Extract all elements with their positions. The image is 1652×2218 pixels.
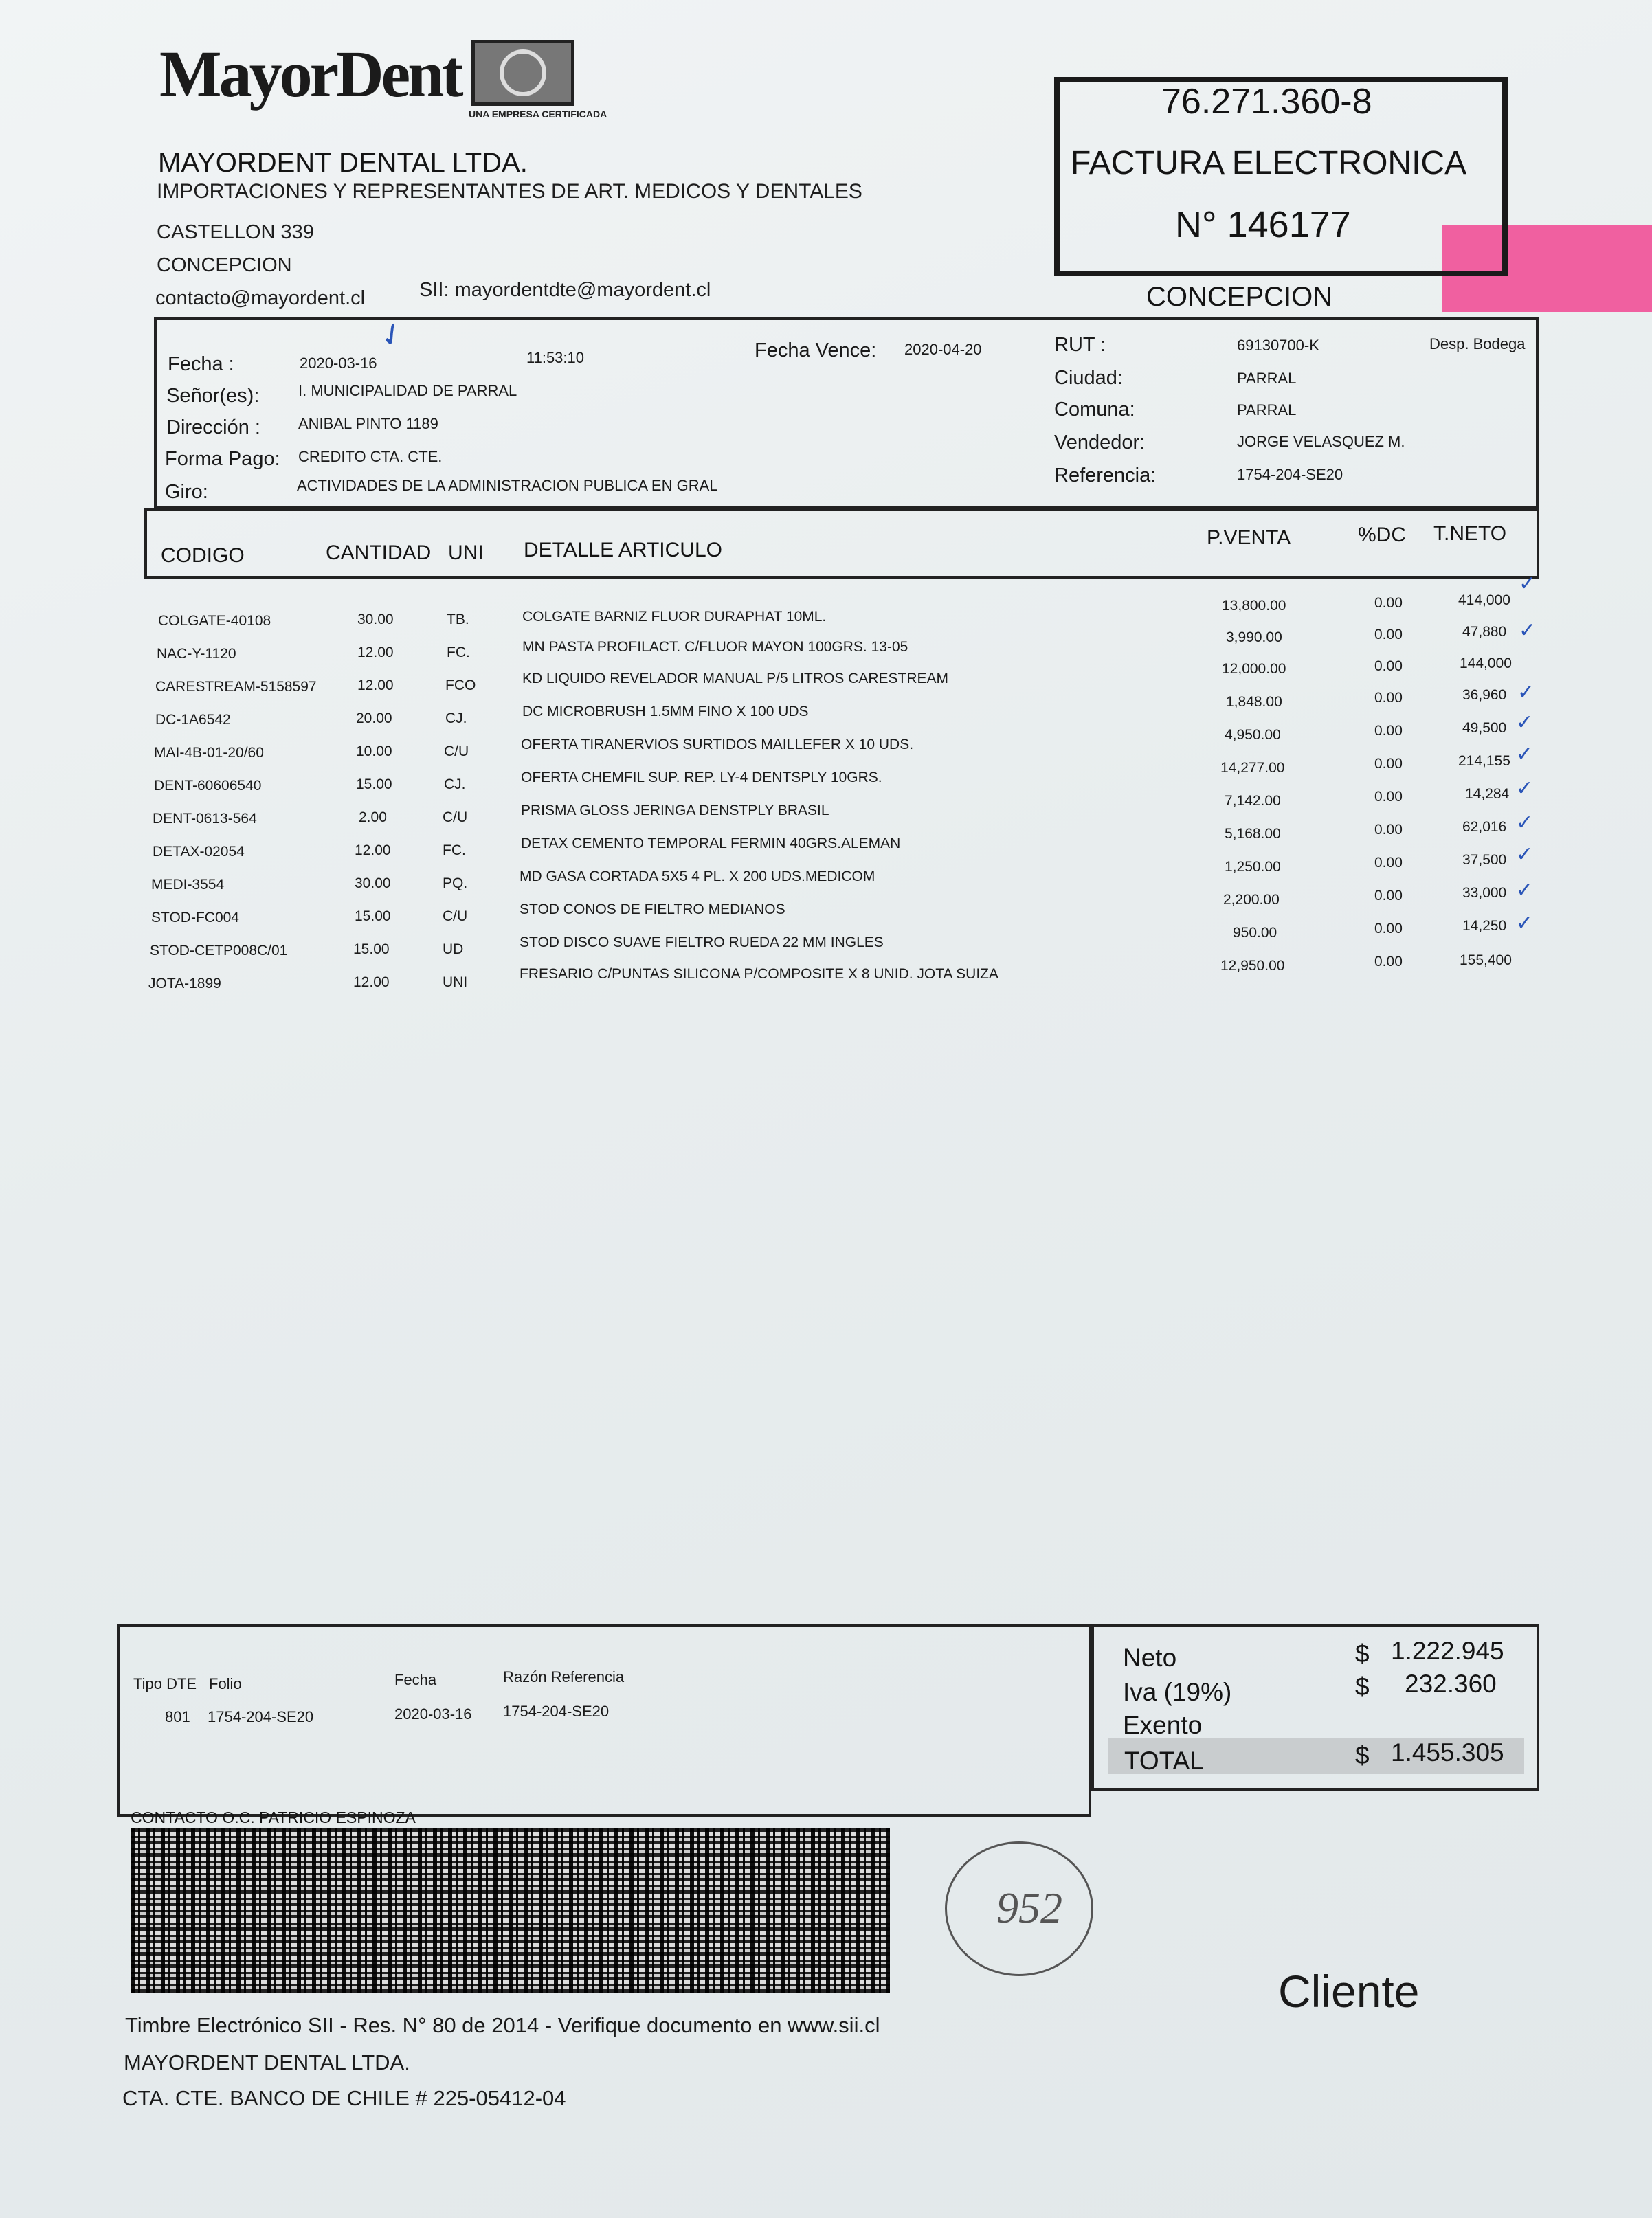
- item-codigo: COLGATE-40108: [158, 613, 271, 629]
- comuna-value: PARRAL: [1237, 401, 1297, 418]
- item-uni: UD: [443, 941, 464, 957]
- certification-seal-icon: [471, 40, 574, 106]
- item-detalle: PRISMA GLOSS JERINGA DENSTPLY BRASIL: [521, 803, 829, 818]
- item-dc: 0.00: [1374, 822, 1403, 838]
- item-detalle: MN PASTA PROFILACT. C/FLUOR MAYON 100GRS. 13-05: [522, 639, 908, 655]
- item-detalle: KD LIQUIDO REVELADOR MANUAL P/5 LITROS CARESTREAM: [522, 671, 949, 686]
- item-dc: 0.00: [1374, 888, 1403, 904]
- total-currency: $: [1355, 1741, 1370, 1769]
- item-codigo: NAC-Y-1120: [157, 646, 236, 662]
- item-codigo: DENT-0613-564: [153, 811, 257, 827]
- total-value: 1.455.305: [1391, 1738, 1504, 1767]
- ref-fecha-label: Fecha: [394, 1671, 437, 1688]
- col-pventa: P.VENTA: [1207, 526, 1291, 549]
- item-codigo: DENT-60606540: [154, 778, 262, 794]
- referencia-value: 1754-204-SE20: [1237, 466, 1343, 483]
- col-uni: UNI: [448, 541, 484, 564]
- item-cantidad: 12.00: [357, 645, 394, 660]
- giro-label: Giro:: [165, 481, 208, 503]
- col-detalle: DETALLE ARTICULO: [524, 539, 722, 561]
- vence-value: 2020-04-20: [904, 341, 982, 358]
- item-uni: C/U: [443, 908, 468, 924]
- item-cantidad: 30.00: [355, 875, 391, 891]
- comuna-label: Comuna:: [1054, 399, 1135, 421]
- item-cantidad: 15.00: [355, 908, 391, 924]
- total-label: TOTAL: [1124, 1747, 1204, 1775]
- neto-label: Neto: [1123, 1644, 1177, 1672]
- item-tneto: 214,155: [1458, 753, 1510, 769]
- item-detalle: STOD CONOS DE FIELTRO MEDIANOS: [520, 901, 785, 917]
- item-cantidad: 12.00: [353, 974, 390, 990]
- item-dc: 0.00: [1374, 658, 1403, 674]
- item-codigo: STOD-FC004: [151, 910, 239, 926]
- ref-tipo-dte-label: Tipo DTE: [133, 1675, 197, 1692]
- vence-label: Fecha Vence:: [755, 339, 877, 361]
- item-codigo: DETAX-02054: [153, 844, 245, 860]
- item-tneto: 47,880: [1462, 624, 1507, 640]
- item-detalle: COLGATE BARNIZ FLUOR DURAPHAT 10ML.: [522, 609, 827, 625]
- item-cantidad: 30.00: [357, 612, 394, 627]
- item-detalle: DETAX CEMENTO TEMPORAL FERMIN 40GRS.ALEMAN: [521, 836, 901, 851]
- item-codigo: MEDI-3554: [151, 877, 225, 893]
- check-mark-icon: ✓: [1516, 711, 1534, 734]
- check-mark-icon: ✓: [1519, 572, 1537, 595]
- item-pventa: 14,277.00: [1220, 760, 1285, 776]
- direccion-label: Dirección :: [166, 416, 260, 438]
- item-tneto: 14,250: [1462, 918, 1507, 934]
- iva-label: Iva (19%): [1123, 1678, 1232, 1706]
- client-rut-value: 69130700-K: [1237, 337, 1319, 354]
- company-city: CONCEPCION: [157, 254, 292, 276]
- item-pventa: 13,800.00: [1222, 598, 1286, 614]
- item-uni: CJ.: [445, 710, 467, 726]
- item-tneto: 414,000: [1458, 592, 1510, 608]
- item-cantidad: 12.00: [355, 842, 391, 858]
- senor-value: I. MUNICIPALIDAD DE PARRAL: [298, 382, 517, 399]
- neto-value: 1.222.945: [1391, 1637, 1504, 1665]
- contacto-oc: CONTACTO O.C. PATRICIO ESPINOZA: [131, 1808, 416, 1826]
- item-dc: 0.00: [1374, 690, 1403, 706]
- item-tneto: 62,016: [1462, 819, 1507, 835]
- item-pventa: 950.00: [1233, 925, 1277, 941]
- col-cantidad: CANTIDAD: [326, 541, 432, 564]
- item-dc: 0.00: [1374, 627, 1403, 642]
- check-mark-icon: ✓: [1517, 681, 1535, 704]
- item-dc: 0.00: [1374, 855, 1403, 871]
- footer-company: MAYORDENT DENTAL LTDA.: [124, 2050, 410, 2074]
- check-mark-icon: ✓: [1516, 777, 1534, 800]
- col-dc: %DC: [1358, 524, 1407, 546]
- document-type: FACTURA ELECTRONICA: [1071, 145, 1467, 181]
- check-mark-icon: ✓: [1519, 619, 1537, 642]
- issuer-rut: 76.271.360-8: [1161, 82, 1372, 122]
- pdf417-barcode: [131, 1828, 890, 1993]
- col-codigo: CODIGO: [161, 544, 245, 567]
- item-pventa: 3,990.00: [1226, 629, 1282, 645]
- item-dc: 0.00: [1374, 789, 1403, 805]
- item-dc: 0.00: [1374, 756, 1403, 772]
- item-pventa: 12,950.00: [1220, 958, 1285, 974]
- item-detalle: OFERTA CHEMFIL SUP. REP. LY-4 DENTSPLY 10GRS.: [521, 770, 882, 785]
- iva-currency: $: [1355, 1672, 1370, 1701]
- item-cantidad: 10.00: [356, 743, 392, 759]
- item-cantidad: 20.00: [356, 710, 392, 726]
- item-dc: 0.00: [1374, 921, 1403, 937]
- item-uni: C/U: [444, 743, 469, 759]
- check-mark-icon: ✓: [1516, 743, 1534, 765]
- ref-folio-label: Folio: [209, 1675, 242, 1692]
- item-uni: FC.: [447, 645, 470, 660]
- item-tneto: 155,400: [1460, 952, 1512, 968]
- item-pventa: 5,168.00: [1225, 826, 1281, 842]
- item-tneto: 33,000: [1462, 885, 1507, 901]
- iva-value: 232.360: [1405, 1670, 1497, 1698]
- item-detalle: STOD DISCO SUAVE FIELTRO RUEDA 22 MM INGLES: [520, 934, 884, 950]
- col-tneto: T.NETO: [1433, 522, 1507, 545]
- direccion-value: ANIBAL PINTO 1189: [298, 415, 438, 432]
- item-codigo: DC-1A6542: [155, 712, 231, 728]
- item-pventa: 1,250.00: [1225, 859, 1281, 875]
- handwritten-number: 952: [996, 1883, 1062, 1932]
- invoice-city: CONCEPCION: [1146, 282, 1333, 312]
- item-cantidad: 15.00: [353, 941, 390, 957]
- exento-label: Exento: [1123, 1711, 1203, 1739]
- item-cantidad: 2.00: [359, 809, 387, 825]
- ref-fecha: 2020-03-16: [394, 1705, 472, 1723]
- item-detalle: FRESARIO C/PUNTAS SILICONA P/COMPOSITE X 8 UNID. JOTA SUIZA: [520, 966, 999, 982]
- item-tneto: 37,500: [1462, 852, 1507, 868]
- copy-label: Cliente: [1278, 1966, 1420, 2017]
- company-email: contacto@mayordent.cl: [155, 287, 366, 309]
- fecha-label: Fecha :: [168, 353, 234, 375]
- item-codigo: MAI-4B-01-20/60: [154, 745, 264, 761]
- check-mark-icon: ✓: [1516, 912, 1534, 934]
- ref-razon-label: Razón Referencia: [503, 1668, 625, 1685]
- item-codigo: STOD-CETP008C/01: [150, 943, 288, 959]
- ref-razon: 1754-204-SE20: [503, 1703, 610, 1720]
- item-dc: 0.00: [1374, 595, 1403, 611]
- item-uni: FCO: [445, 677, 476, 693]
- fecha-value: 2020-03-16: [300, 355, 377, 372]
- vendedor-label: Vendedor:: [1054, 432, 1146, 453]
- item-uni: PQ.: [443, 875, 468, 891]
- item-tneto: 144,000: [1460, 656, 1512, 671]
- check-mark-icon: ✓: [1516, 843, 1534, 866]
- check-mark-icon: ✓: [1516, 811, 1534, 834]
- item-uni: TB.: [447, 612, 469, 627]
- check-mark-icon: ✓: [1516, 879, 1534, 901]
- senor-label: Señor(es):: [166, 385, 260, 407]
- item-pventa: 7,142.00: [1225, 793, 1281, 809]
- invoice-folio: N° 146177: [1175, 204, 1351, 245]
- forma-pago-value: CREDITO CTA. CTE.: [298, 448, 443, 465]
- company-activity: IMPORTACIONES Y REPRESENTANTES DE ART. MEDICOS Y DENTALES: [157, 180, 862, 203]
- item-tneto: 49,500: [1462, 720, 1507, 736]
- company-logo: MayorDent: [159, 37, 461, 111]
- item-pventa: 4,950.00: [1225, 727, 1281, 743]
- ciudad-label: Ciudad:: [1054, 367, 1123, 389]
- item-tneto: 14,284: [1465, 786, 1510, 802]
- forma-pago-label: Forma Pago:: [165, 448, 280, 470]
- item-uni: UNI: [443, 974, 468, 990]
- item-pventa: 2,200.00: [1223, 892, 1280, 908]
- item-cantidad: 12.00: [357, 677, 394, 693]
- item-detalle: MD GASA CORTADA 5X5 4 PL. X 200 UDS.MEDICOM: [520, 869, 875, 884]
- client-rut-label: RUT :: [1054, 334, 1106, 356]
- item-uni: CJ.: [444, 776, 466, 792]
- item-pventa: 12,000.00: [1222, 661, 1286, 677]
- ref-folio: 1754-204-SE20: [208, 1708, 314, 1725]
- item-uni: FC.: [443, 842, 466, 858]
- hora-value: 11:53:10: [526, 349, 585, 366]
- item-tneto: 36,960: [1462, 687, 1507, 703]
- item-pventa: 1,848.00: [1226, 694, 1282, 710]
- footer-timbre: Timbre Electrónico SII - Res. N° 80 de 2014 - Verifique documento en www.sii.cl: [125, 2013, 880, 2037]
- company-name: MAYORDENT DENTAL LTDA.: [158, 148, 528, 178]
- company-address: CASTELLON 339: [157, 221, 314, 243]
- item-cantidad: 15.00: [356, 776, 392, 792]
- item-codigo: JOTA-1899: [148, 976, 221, 992]
- giro-value: ACTIVIDADES DE LA ADMINISTRACION PUBLICA EN GRAL: [297, 477, 718, 494]
- cert-text: UNA EMPRESA CERTIFICADA: [469, 109, 607, 120]
- check-mark-icon: ✓: [372, 314, 412, 356]
- ciudad-value: PARRAL: [1237, 370, 1297, 387]
- sii-email: SII: mayordentdte@mayordent.cl: [419, 279, 711, 301]
- item-codigo: CARESTREAM-5158597: [155, 679, 317, 695]
- vendedor-value: JORGE VELASQUEZ M.: [1237, 433, 1405, 450]
- footer-bank: CTA. CTE. BANCO DE CHILE # 225-05412-04: [122, 2086, 566, 2110]
- neto-currency: $: [1355, 1639, 1370, 1668]
- referencia-label: Referencia:: [1054, 464, 1157, 486]
- item-uni: C/U: [443, 809, 468, 825]
- desp-label: Desp. Bodega: [1429, 335, 1526, 352]
- item-dc: 0.00: [1374, 954, 1403, 970]
- item-dc: 0.00: [1374, 723, 1403, 739]
- item-detalle: OFERTA TIRANERVIOS SURTIDOS MAILLEFER X 10 UDS.: [521, 737, 914, 752]
- item-detalle: DC MICROBRUSH 1.5MM FINO X 100 UDS: [522, 704, 809, 719]
- ref-tipo-dte: 801: [165, 1708, 190, 1725]
